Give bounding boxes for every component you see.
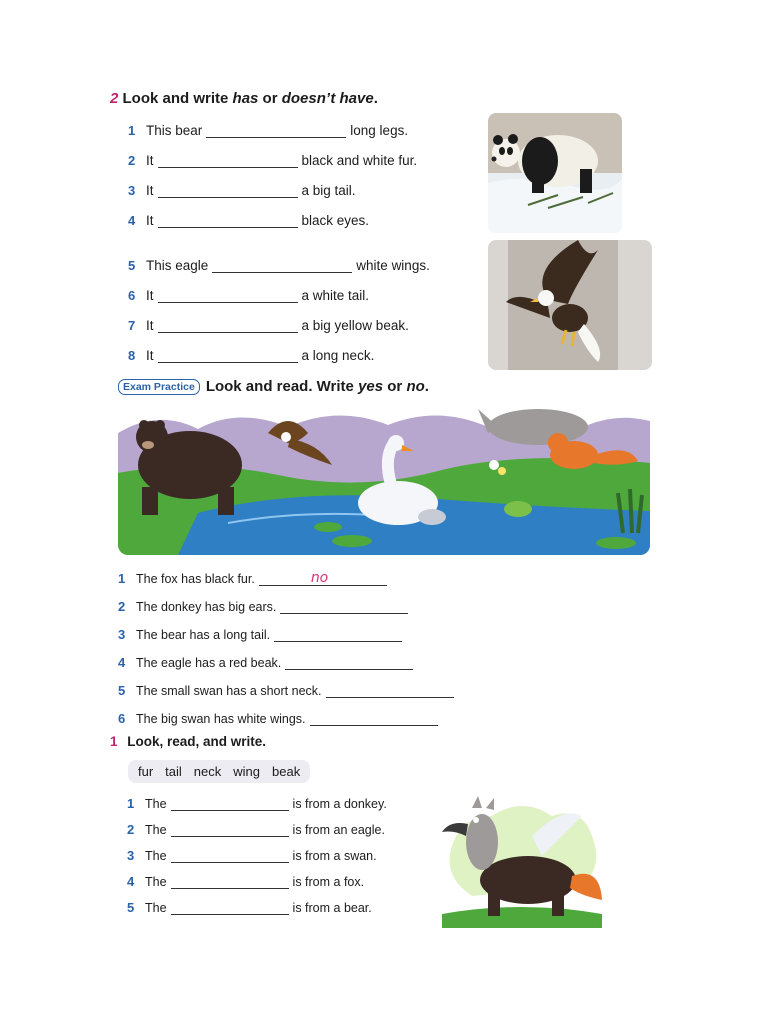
list-item: 1 The fox has black fur. no	[118, 566, 498, 586]
list-item: 2 It black and white fur.	[128, 153, 418, 168]
animal-scene-illustration	[118, 403, 650, 555]
answer-text: no	[310, 570, 329, 586]
list-item: 5 The is from a bear.	[127, 900, 372, 915]
list-item: 8 It a long neck.	[128, 348, 375, 363]
list-item: 3 The is from a swan.	[127, 848, 377, 863]
list-item: 3 The bear has a long tail.	[118, 622, 498, 642]
answer-blank[interactable]	[171, 796, 289, 811]
answer-blank[interactable]	[158, 183, 298, 198]
list-item: 4 The is from a fox.	[127, 874, 365, 889]
hybrid-creature-illustration	[432, 796, 610, 928]
answer-blank[interactable]	[280, 599, 408, 614]
answer-blank[interactable]	[212, 258, 352, 273]
exercise-1-list	[127, 792, 427, 915]
panda-photo	[488, 113, 622, 233]
answer-blank[interactable]	[326, 683, 454, 698]
eagle-photo	[488, 240, 652, 370]
answer-blank[interactable]	[259, 571, 387, 586]
list-item: 6 It a white tail.	[128, 288, 370, 303]
exam-practice-badge: Exam Practice	[118, 379, 200, 395]
list-item: 2 The is from an eagle.	[127, 822, 385, 837]
answer-blank[interactable]	[171, 874, 289, 889]
exercise-1-title: 1 Look, read, and write.	[110, 734, 267, 749]
answer-blank[interactable]	[158, 318, 298, 333]
list-item: 2 The donkey has big ears.	[118, 594, 498, 614]
exercise-2-title: 2 Look and write has or doesn’t have.	[110, 90, 378, 107]
exercise-number: 2	[110, 90, 119, 107]
word-bank-item: tail	[165, 764, 182, 779]
word-bank	[128, 760, 310, 783]
exam-practice-title: Exam Practice Look and read. Write yes or no.	[118, 378, 429, 395]
list-item: 1 The is from a donkey.	[127, 796, 387, 811]
exercise-2-list	[128, 116, 478, 363]
answer-blank[interactable]	[171, 900, 289, 915]
answer-blank[interactable]	[274, 627, 402, 642]
answer-blank[interactable]	[310, 711, 438, 726]
answer-blank[interactable]	[158, 213, 298, 228]
list-item: 6 The big swan has white wings.	[118, 706, 498, 726]
answer-blank[interactable]	[158, 288, 298, 303]
list-item: 7 It a big yellow beak.	[128, 318, 409, 333]
list-item: 4 It black eyes.	[128, 213, 370, 228]
answer-blank[interactable]	[158, 153, 298, 168]
list-item: 5 This eagle white wings.	[128, 258, 430, 273]
answer-blank[interactable]	[171, 848, 289, 863]
list-item: 5 The small swan has a short neck.	[118, 678, 498, 698]
list-item: 3 It a big tail.	[128, 183, 356, 198]
answer-blank[interactable]	[171, 822, 289, 837]
answer-blank[interactable]	[285, 655, 413, 670]
word-bank-item: neck	[193, 764, 222, 779]
exam-practice-list	[118, 566, 498, 726]
word-bank-item: wing	[233, 764, 261, 779]
exercise-number: 1	[110, 734, 118, 749]
word-bank-item: beak	[272, 764, 301, 779]
list-item: 4 The eagle has a red beak.	[118, 650, 498, 670]
answer-blank[interactable]	[158, 348, 298, 363]
list-item: 1 This bear long legs.	[128, 123, 409, 138]
answer-blank[interactable]	[206, 123, 346, 138]
word-bank-item: fur	[138, 764, 154, 779]
